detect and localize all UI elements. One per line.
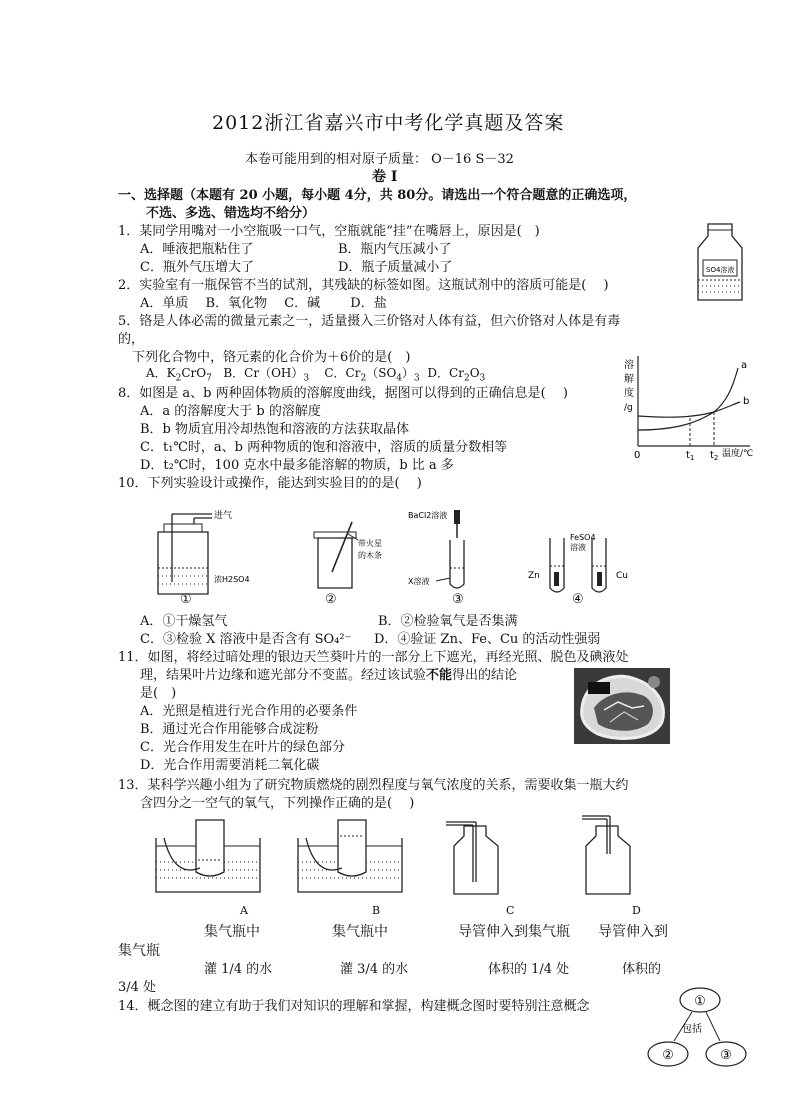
bottle-label-text: SO4溶液: [706, 266, 735, 274]
q13-caption-wrap1: 集气瓶: [118, 943, 160, 959]
y-axis-label-2: 解: [624, 374, 634, 385]
q11-line1: 11．如图，将经过暗处理的银边天竺葵叶片的一部分上下遮光，再经光照、脱色及碘液处: [118, 650, 629, 665]
q13-label-b: B: [372, 904, 381, 917]
q10-option-a: A．①干燥氢气: [140, 614, 228, 629]
fig4-top-label-1: FeSO4: [570, 533, 596, 542]
q13-caption-c1: 导管伸入到集气瓶: [458, 924, 570, 940]
fig1-inlet-label: 进气: [214, 511, 233, 521]
x-tick-t2: $t_2$: [710, 450, 719, 462]
q14-stem: 14．概念图的建立有助于我们对知识的理解和掌握，构建概念图时要特别注意概念: [118, 999, 590, 1014]
origin-label: 0: [634, 450, 641, 461]
atomic-mass-note: 本卷可能用到的相对原子质量： O－16 S－32: [245, 152, 514, 167]
fig2-label-2: 的木条: [358, 551, 382, 560]
q13-caption-a2: 灌 1/4 的水: [204, 962, 273, 977]
q5-option-b: B．$Cr(OH)_3$: [223, 366, 310, 384]
q5-option-a: A．$K_2CrO_7$: [146, 366, 212, 384]
q1-option-b: B．瓶内气压减小了: [338, 242, 452, 257]
q13-label-c: C: [506, 904, 515, 917]
series-line-b: [638, 402, 740, 417]
q5-options: [146, 364, 485, 383]
q2-options: A．单质 B．氧化物 C．碱 D．盐: [140, 296, 387, 311]
q1-option-a: A．唾液把瓶粘住了: [140, 242, 254, 257]
q1-option-c: C．瓶外气压增大了: [140, 260, 254, 275]
fig2-number: ②: [325, 592, 337, 607]
q13-caption-d1: 导管伸入到: [598, 924, 668, 940]
q13-caption-d2: 体积的: [622, 962, 662, 977]
fig2-label-1: 带火星: [358, 539, 382, 548]
q10-option-b: B．②检验氧气是否集满: [378, 614, 518, 629]
y-axis-label-4: /g: [624, 403, 633, 413]
y-axis-label-1: 溶: [624, 360, 634, 371]
reagent-bottle-figure: [690, 222, 750, 304]
page-title: 2012浙江省嘉兴市中考化学真题及答案: [212, 112, 565, 134]
q11-line3: 是( ): [140, 686, 177, 701]
q5-line1: 5．铬是人体必需的微量元素之一，适量摄入三价铬对人体有益，但六价铬对人体是有毒: [118, 314, 621, 329]
q5-option-c: C．$Cr_2(SO_4)_3$: [324, 366, 420, 384]
q13-figure-a: [154, 818, 264, 898]
fig3-top-label: BaCl2溶液: [408, 511, 448, 520]
q13-caption-b1: 集气瓶中: [332, 924, 388, 940]
series-line-a: [638, 368, 738, 430]
q1-option-d: D．瓶子质量减小了: [338, 260, 453, 275]
concept-map: [644, 984, 774, 1070]
q13-caption-a1: 集气瓶中: [204, 924, 260, 940]
q8-option-c: C．t₁℃时，a、b 两种物质的饱和溶液中，溶质的质量分数相等: [140, 440, 508, 455]
q13-caption-c2: 体积的 1/4 处: [488, 962, 570, 977]
q8-option-a: A．a 的溶解度大于 b 的溶解度: [140, 404, 321, 419]
q13-line1: 13．某科学兴趣小组为了研究物质燃烧的剧烈程度与氧气浓度的关系，需要收集一瓶大约: [118, 778, 629, 793]
fig4-right-label: Cu: [616, 571, 628, 581]
q10-option-c: C．③检验 X 溶液中是否含有 SO₄²⁻: [140, 632, 352, 647]
fig3-number: ③: [452, 592, 464, 607]
q5-line3: 下列化合物中，铬元素的化合价为＋6价的是( ): [132, 350, 411, 365]
x-axis-label: 温度/℃: [722, 449, 754, 459]
q10-stem: 10．下列实验设计或操作，能达到实验目的的是( ): [118, 476, 422, 491]
q13-figure-b: [296, 818, 406, 898]
concept-edge-right: [706, 1012, 720, 1041]
q5-option-d: D．$Cr_2O_3$: [427, 366, 486, 384]
q13-caption-b2: 灌 3/4 的水: [340, 962, 409, 977]
fig4-number: ④: [572, 592, 584, 607]
q10-figure-1: [152, 510, 252, 605]
q11-option-c: C．光合作用发生在叶片的绿色部分: [140, 740, 345, 755]
light-shield: [588, 682, 610, 694]
leaf-photo: [574, 668, 670, 744]
q13-label-a: A: [240, 904, 248, 917]
q10-option-d: D．④验证 Zn、Fe、Cu 的活动性强弱: [374, 632, 601, 647]
q10-figure-3: [408, 508, 488, 598]
fig4-top-label-2: 溶液: [570, 543, 586, 552]
concept-node-3-label: ③: [720, 1048, 732, 1063]
series-label-b: b: [743, 396, 750, 407]
q13-line2: 含四分之一空气的氧气，下列操作正确的是( ): [140, 796, 415, 811]
q8-option-d: D．t₂℃时，100 克水中最多能溶解的物质，b 比 a 多: [140, 458, 454, 473]
section-heading-line1: 一、选择题（本题有 20 小题，每小题 4分，共 80分。请选出一个符合题意的正确选项，: [118, 188, 637, 203]
fig1-liquid-label: 浓H2SO4: [214, 575, 250, 584]
fig3-side-label: X溶液: [408, 577, 430, 586]
x-tick-t1: $t_1$: [686, 450, 695, 462]
q13-caption-wrap2: 3/4 处: [118, 980, 157, 995]
q11-option-d: D．光合作用需要消耗二氧化碳: [140, 758, 320, 773]
concept-node-2-label: ②: [662, 1048, 674, 1063]
q13-figure-c: [446, 816, 516, 898]
y-axis-label-3: 度: [624, 388, 634, 399]
volume-heading: 卷 I: [372, 169, 398, 185]
concept-edge-label: 包括: [682, 1024, 702, 1035]
q5-line2: 的，: [118, 332, 145, 347]
section-heading-line2: 不选、多选、错选均不给分）: [146, 206, 316, 221]
q2-stem: 2．实验室有一瓶保管不当的试剂，其残缺的标签如图。这瓶试剂中的溶质可能是( ): [118, 278, 609, 293]
solubility-chart: [618, 352, 768, 464]
q8-stem: 8．如图是 a、b 两种固体物质的溶解度曲线，据图可以得到的正确信息是( ): [118, 386, 568, 401]
concept-node-1-label: ①: [694, 994, 706, 1009]
q11-option-b: B．通过光合作用能够合成淀粉: [140, 722, 319, 737]
fig4-left-label: Zn: [528, 571, 540, 581]
fig1-number: ①: [180, 592, 192, 607]
q8-option-b: B．b 物质宜用冷却热饱和溶液的方法获取晶体: [140, 422, 410, 437]
q11-option-a: A．光照是植进行光合作用的必要条件: [140, 704, 358, 719]
series-label-a: a: [741, 360, 748, 371]
q13-figure-d: [578, 812, 648, 898]
q10-figure-2: [308, 520, 393, 595]
q11-line2: 理，结果叶片边缘和遮光部分不变蓝。经过该试验不能得出的结论: [140, 668, 518, 683]
q1-stem: 1．某同学用嘴对一小空瓶吸一口气，空瓶就能“挂”在嘴唇上，原因是( ): [118, 224, 540, 239]
q13-label-d: D: [632, 904, 641, 917]
